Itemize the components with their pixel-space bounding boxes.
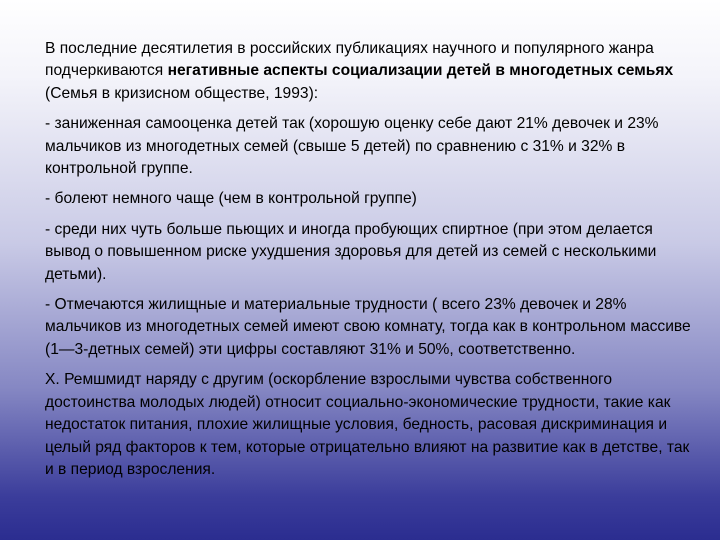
item-illness: - болеют немного чаще (чем в контрольной группе) bbox=[45, 190, 417, 208]
item-housing: - Отмечаются жилищные и материальные трудности ( всего 23% девочек и 28% мальчиков из многодетных семей имеют свою комнату, тогда как в контрольном массиве (1—3-детных семей) эти цифры составляют 31% и 50%, соответственно. bbox=[45, 296, 691, 358]
slide-text-body bbox=[45, 38, 695, 489]
intro-paragraph bbox=[45, 38, 695, 105]
intro-emphasis: негативные аспекты социализации детей в многодетных семьях bbox=[167, 62, 674, 80]
item-drinking: - среди них чуть больше пьющих и иногда пробующих спиртное (при этом делается вывод о повышенном риске ухудшения здоровья для детей из семей с несколькими детьми). bbox=[45, 220, 657, 283]
intro-lead: В последние десятилетия в российских публикациях научного и популярного жанра подчеркиваются bbox=[45, 40, 654, 80]
intro-citation: (Семья в кризисном обществе, 1993): bbox=[45, 84, 319, 102]
conclusion-paragraph: Х. Ремшмидт наряду с другим (оскорбление взрослыми чувства собственного достоинства молодых людей) относит социально-экономические трудности, такие как недостаток питания, плохие жилищные условия, бедность, расовая дискриминация и целый ряд факторов к тем, которые отрицательно влияют на развитие как в детстве, так и в период взросления. bbox=[45, 371, 690, 478]
item-self-esteem: - заниженная самооценка детей так (хорошую оценку себе дают 21% девочек и 23% мальчиков из многодетных семей (свыше 5 детей) по сравнению с 31% и 32% в контрольной группе. bbox=[45, 115, 659, 178]
